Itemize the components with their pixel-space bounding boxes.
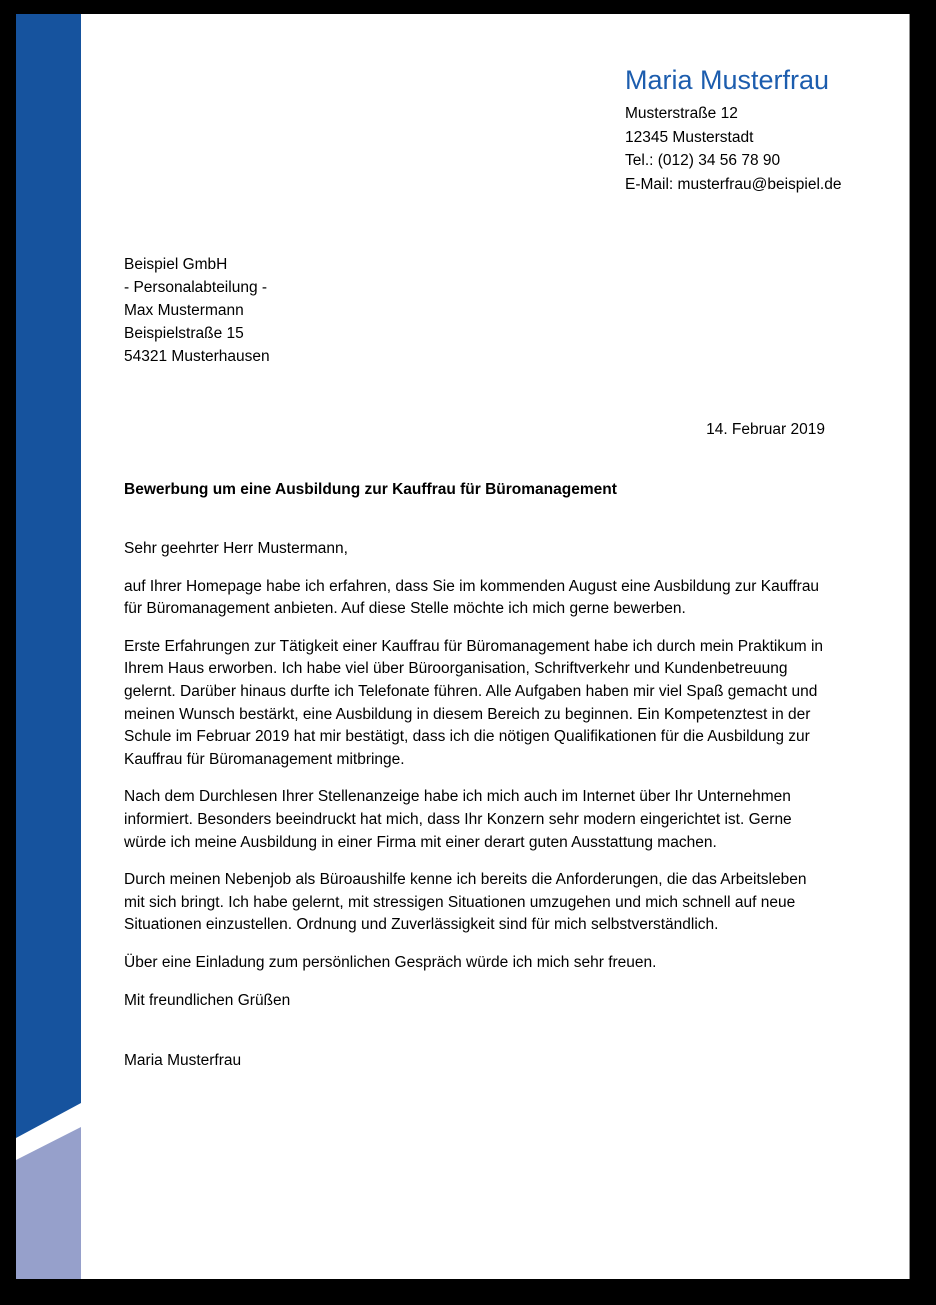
- recipient-company: Beispiel GmbH: [124, 256, 228, 273]
- sender-name: Maria Musterfrau: [625, 65, 830, 95]
- recipient-contact: Max Mustermann: [124, 302, 244, 320]
- paragraph-1: auf Ihrer Homepage habe ich erfahren, dass Sie im kommenden August eine Ausbildung zur Kauffrau für Büromanagement anbieten. Auf diese Stelle möchte ich mich gerne bewerben.: [124, 577, 820, 618]
- closing: Mit freundlichen Grüßen: [124, 991, 291, 1009]
- sender-email: E-Mail: musterfrau@beispiel.de: [625, 175, 842, 193]
- sender-phone: Tel.: (012) 34 56 78 90: [625, 152, 781, 170]
- paragraph-2: Erste Erfahrungen zur Tätigkeit einer Kauffrau für Büromanagement habe ich durch mein Praktikum in Ihrem Haus erworben. Ich habe viel über Büroorganisation, Schriftverkehr und Kundenbetreuung gelernt. Darüber hinaus durfte ich Telefonate führen. Alle Aufgaben haben mir viel Spaß gemacht und meinen Wunsch bestärkt, eine Ausbildung in diesem Bereich zu beginnen. Ein Kompetenztest in der Schule im Februar 2019 hat mir bestätigt, dass ich die nötigen Qualifikationen für die Ausbildung zur Kauffrau für Büromanagement mitbringe.: [124, 637, 824, 768]
- side-stripe-dark: [16, 14, 81, 1279]
- paragraph-5: Über eine Einladung zum persönlichen Gespräch würde ich mich sehr freuen.: [124, 953, 657, 971]
- signature: Maria Musterfrau: [124, 1052, 242, 1070]
- recipient-block: [124, 253, 270, 368]
- recipient-department: - Personalabteilung -: [124, 279, 268, 297]
- sender-block: [625, 64, 841, 196]
- letter-date: 14. Februar 2019: [706, 421, 825, 438]
- recipient-city: 54321 Musterhausen: [124, 348, 270, 366]
- letter-page: [16, 14, 910, 1279]
- sender-street: Musterstraße 12: [625, 105, 738, 122]
- letter-body: [124, 538, 829, 1073]
- paragraph-3: Nach dem Durchlesen Ihrer Stellenanzeige habe ich mich auch im Internet über Ihr Unternehmen informiert. Besonders beeindruckt hat mich, dass Ihr Konzern sehr modern eingerichtet ist. Gerne würde ich meine Ausbildung in einer Firma mit einer derart guten Ausstattung machen.: [124, 788, 792, 851]
- subject-line: Bewerbung um eine Ausbildung zur Kauffrau für Büromanagement: [124, 481, 617, 498]
- recipient-street: Beispielstraße 15: [124, 325, 244, 343]
- sender-address: [625, 102, 841, 196]
- sender-city: 12345 Musterstadt: [625, 128, 754, 146]
- paragraph-4: Durch meinen Nebenjob als Büroaushilfe kenne ich bereits die Anforderungen, die das Arbeitsleben mit sich bringt. Ich habe gelernt, mit stressigen Situationen umzugehen und mich schnell auf neue Situationen einzustellen. Ordnung und Zuverlässigkeit sind für mich selbstverständlich.: [124, 871, 807, 934]
- salutation: Sehr geehrter Herr Mustermann,: [124, 540, 348, 557]
